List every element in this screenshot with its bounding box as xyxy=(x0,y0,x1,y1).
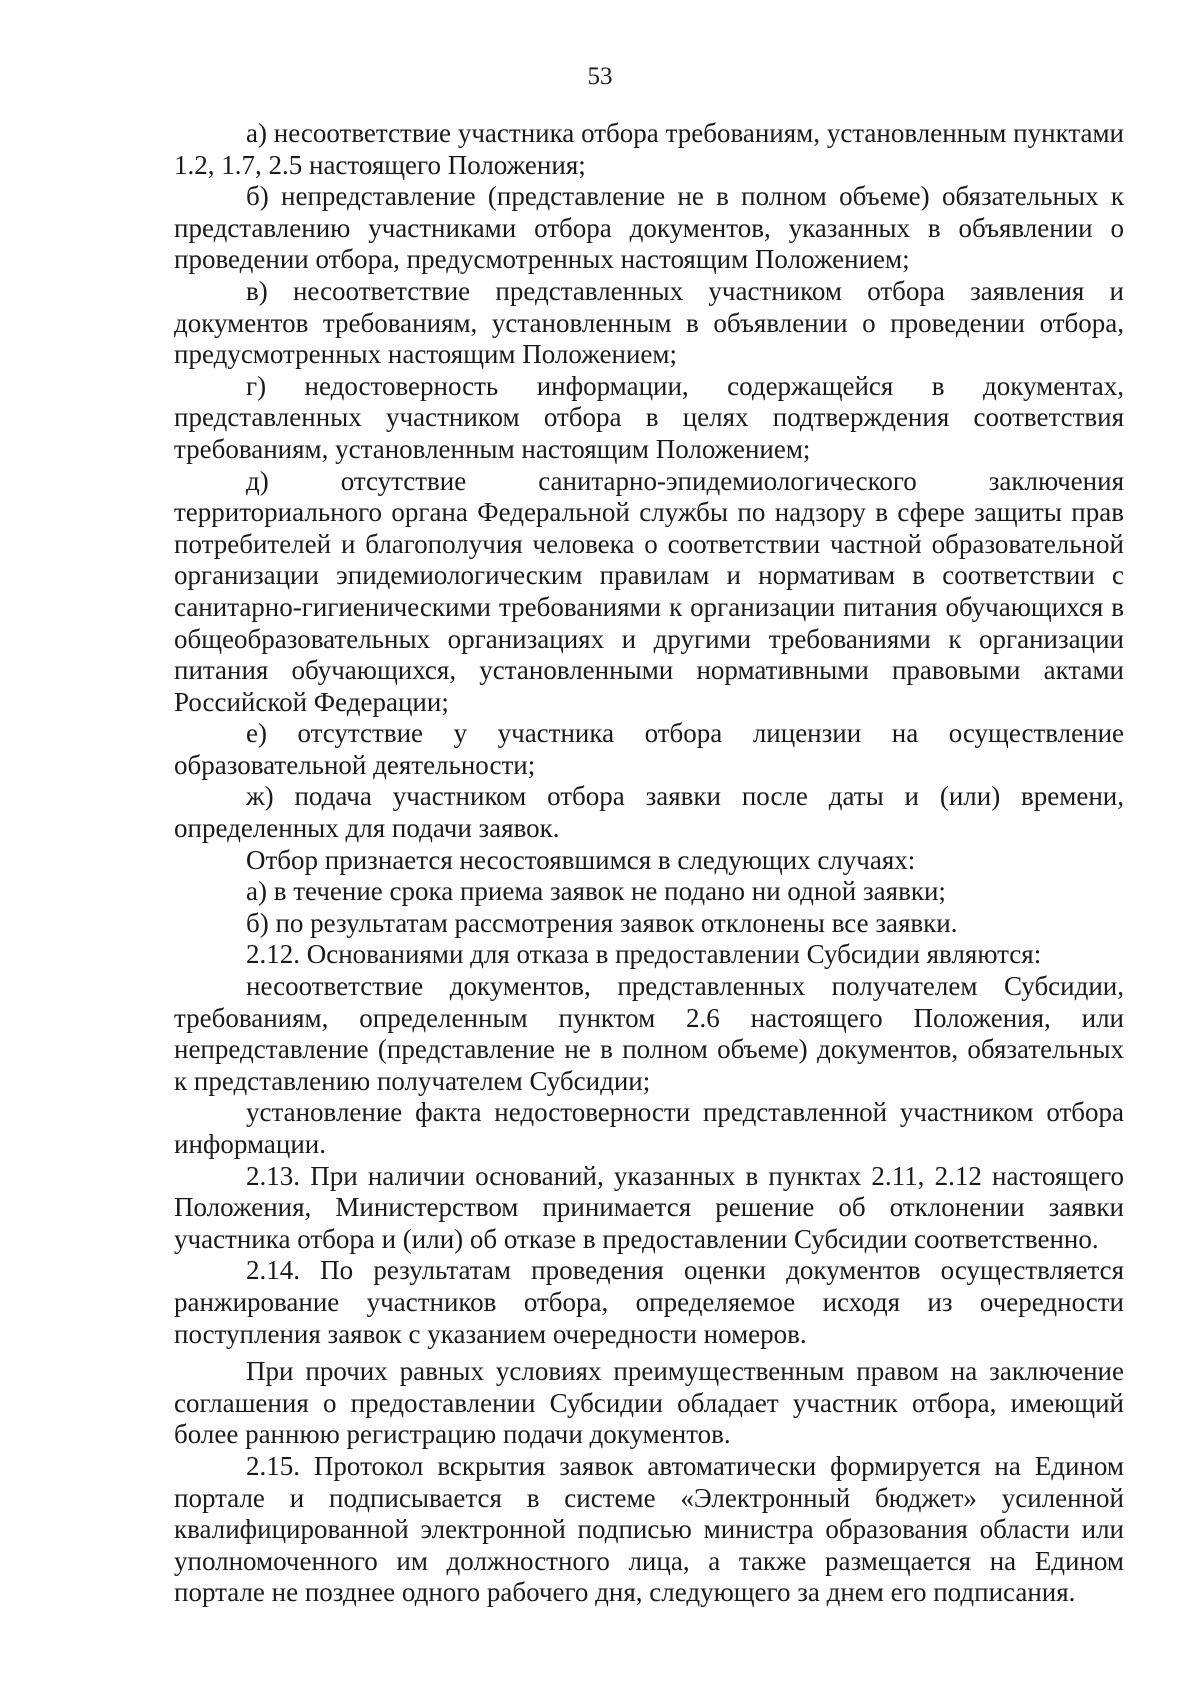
paragraph-failed-case-b: б) по результатам рассмотрения заявок отклонены все заявки. xyxy=(246,907,958,938)
paragraph-section-2-13: 2.13. При наличии оснований, указанных в пунктах 2.11, 2.12 настоящего Положения, Министерством принимается решение об отклонении заявки участника отбора и (или) об отказе в предоставлении Субсидии соответственно. xyxy=(174,1160,1124,1254)
paragraph-section-2-14: 2.14. По результатам проведения оценки документов осуществляется ранжирование участников отбора, определяемое исходя из очередности поступления заявок с указанием очередности номеров. xyxy=(174,1255,1124,1349)
paragraph-section-2-15: 2.15. Протокол вскрытия заявок автоматически формируется на Едином портале и подписывается в системе «Электронный бюджет» усиленной квалифицированной электронной подписью министра образования области или уполномоченного им должностного лица, а также размещается на Едином портале не позднее одного рабочего дня, следующего за днем его подписания. xyxy=(174,1450,1124,1608)
page-number: 53 xyxy=(587,63,613,90)
paragraph-item-b-non-submission: б) непредставление (представление не в полном объеме) обязательных к представлению участниками отбора документов, указанных в объявлении о проведении отбора, предусмотренных настоящим Положением; xyxy=(174,181,1124,275)
paragraph-item-zh-late-submission: ж) подача участником отбора заявки после даты и (или) времени, определенных для подачи заявок. xyxy=(174,781,1124,844)
paragraph-priority-right: При прочих равных условиях преимущественным правом на заключение соглашения о предоставлении Субсидии обладает участник отбора, имеющий более раннюю регистрацию подачи документов. xyxy=(174,1356,1124,1450)
paragraph-item-a-non-compliance: а) несоответствие участника отбора требованиям, установленным пунктами 1.2, 1.7, 2.5 настоящего Положения; xyxy=(174,118,1124,180)
paragraph-item-e-no-license: е) отсутствие у участника отбора лицензии на осуществление образовательной деятельности; xyxy=(174,718,1124,780)
paragraph-item-g-unreliable-info: г) недостоверность информации, содержащейся в документах, представленных участником отбора в целях подтверждения соответствия требованиям, установленным настоящим Положением; xyxy=(174,370,1124,464)
paragraph-item-d-sanitary-conclusion: д) отсутствие санитарно-эпидемиологического заключения территориального органа Федеральной службы по надзору в сфере защиты прав потребителей и благополучия человека о соответствии частной образовательной организации эпидемиологическим правилам и нормативам в соответствии с санитарно-гигиеническими требованиями к организации питания обучающихся в общеобразовательных организациях и другими требованиями к организации питания обучающихся, установленными нормативными правовыми актами Российской Федерации; xyxy=(174,465,1124,717)
document-body xyxy=(174,118,1124,1609)
paragraph-item-v-documents-mismatch: в) несоответствие представленных участником отбора заявления и документов требованиям, установленным в объявлении о проведении отбора, предусмотренных настоящим Положением; xyxy=(174,275,1124,370)
paragraph-selection-failed-intro: Отбор признается несостоявшимся в следующих случаях: xyxy=(246,844,916,875)
paragraph-section-2-12: 2.12. Основаниями для отказа в предоставлении Субсидии являются: xyxy=(246,939,1042,970)
paragraph-failed-case-a: а) в течение срока приема заявок не подано ни одной заявки; xyxy=(246,876,946,907)
paragraph-refusal-ground-1: несоответствие документов, представленных получателем Субсидии, требованиям, определенным пунктом 2.6 настоящего Положения, или непредставление (представление не в полном объеме) документов, обязательных к представлению получателем Субсидии; xyxy=(174,971,1124,1096)
paragraph-refusal-ground-2: установление факта недостоверности представленной участником отбора информации. xyxy=(174,1097,1124,1159)
